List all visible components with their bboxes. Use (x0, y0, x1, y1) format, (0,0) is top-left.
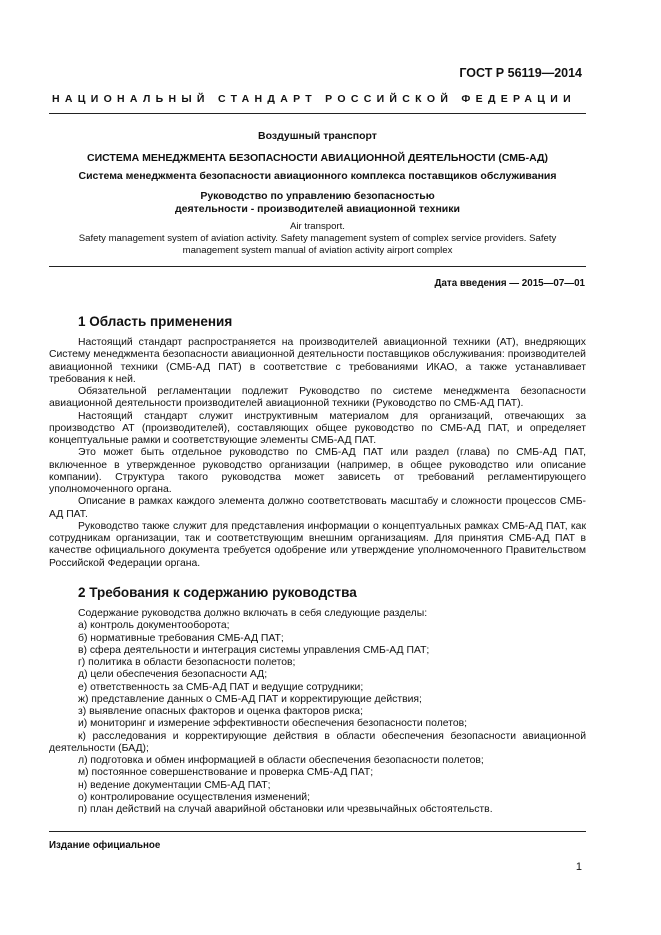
title-block (49, 130, 586, 257)
list-item: в) сфера деятельности и интеграция системы управления СМБ-АД ПАТ; (78, 644, 430, 656)
standard-code: ГОСТ Р 56119—2014 (459, 66, 582, 80)
list-item: б) нормативные требования СМБ-АД ПАТ; (78, 632, 284, 644)
list-item: н) ведение документации СМБ-АД ПАТ; (78, 779, 271, 791)
section-1-paragraph: Обязательной регламентации подлежит Руководство по системе менеджмента безопасности авиационной деятельности производителей авиационной техники (Руководство по СМБ-АД ПАТ). (49, 386, 586, 410)
official-edition-label: Издание официальное (49, 840, 161, 851)
part-title-line-1: Руководство по управлению безопасностью (200, 190, 435, 202)
english-title (49, 221, 586, 257)
section-2-heading: 2 Требования к содержанию руководства (78, 585, 357, 600)
list-item: е) ответственность за СМБ-АД ПАТ и ведущие сотрудники; (78, 681, 364, 693)
list-item: з) выявление опасных факторов и оценка факторов риска; (78, 706, 363, 717)
list-item: и) мониторинг и измерение эффективности обеспечения безопасности полетов; (78, 718, 468, 730)
section-2-intro: Содержание руководства должно включать в себя следующие разделы: (78, 608, 428, 619)
list-item: о) контролирование осуществления изменений; (78, 791, 310, 803)
list-item: п) план действий на случай аварийной обстановки или чрезвычайных обстоятельств. (78, 804, 493, 815)
footer-rule (49, 831, 586, 832)
list-item: ж) представление данных о СМБ-АД ПАТ и корректирующие действия; (78, 693, 422, 705)
english-title-line-3: management system manual of aviation activity airport complex (182, 245, 453, 256)
section-1-paragraph: Описание в рамках каждого элемента должно соответствовать масштабу и сложности процессов СМБ-АД ПАТ. (49, 496, 586, 520)
english-title-line-2: Safety management system of aviation activity. Safety management system of complex service providers. Safety (78, 233, 557, 244)
section-1-paragraph: Настоящий стандарт распространяется на производителей авиационной техники (АТ), внедряющих Систему менеджмента безопасности авиационной деятельности поставщиков обслуживания: производителей авиационной техники (СМБ-АД ПАТ) в соответствие с требованиями ИКАО, а также устанавливает требования к ней. (49, 337, 586, 385)
list-item: л) подготовка и обмен информацией в области обеспечения безопасности полетов; (78, 755, 484, 766)
english-title-line-1: Air transport. (290, 221, 345, 232)
section-1-paragraph: Настоящий стандарт служит инструктивным материалом для организаций, отвечающих за производство АТ (производителей), составляющих общее руководство по СМБ-АД ПАТ, и определяет концептуальные рамки и соответствующие элементы СМБ-АД ПАТ. (49, 410, 586, 446)
list-item: д) цели обеспечения безопасности АД; (78, 669, 268, 681)
list-item: к) расследования и корректирующие действия в области обеспечения безопасности авиационной деятельности (БАД); (49, 730, 586, 754)
category-title: Воздушный транспорт (258, 130, 377, 142)
part-title (49, 190, 586, 215)
main-title: СИСТЕМА МЕНЕДЖМЕНТА БЕЗОПАСНОСТИ АВИАЦИОННОЙ ДЕЯТЕЛЬНОСТИ (СМБ-АД) (86, 152, 549, 164)
section-1-paragraph: Руководство также служит для представления информации о концептуальных рамках СМБ-АД ПАТ, как сотрудникам организации, так и соответствующим внешним организациям. Для принятия СМБ-АД ПАТ в качестве официального документа требуется одобрение или утверждение уполномоченного Правительством Российской Федерации органа. (49, 520, 586, 569)
list-item: м) постоянное совершенствование и проверка СМБ-АД ПАТ; (78, 767, 374, 779)
section-scope (49, 314, 586, 570)
national-standard-heading: НАЦИОНАЛЬНЫЙ СТАНДАРТ РОССИЙСКОЙ ФЕДЕРАЦИИ (52, 93, 576, 105)
page-number: 1 (575, 861, 582, 873)
subtitle: Система менеджмента безопасности авиационного комплекса поставщиков обслуживания (78, 170, 557, 182)
list-item: а) контроль документооборота; (78, 620, 230, 632)
list-item: г) политика в области безопасности полетов; (78, 657, 296, 668)
section-requirements (49, 585, 586, 816)
section-1-paragraph: Это может быть отдельное руководство по СМБ-АД ПАТ или раздел (глава) по СМБ-АД ПАТ, включенное в утвержденное руководство организации (например, в общее руководство или описание компании). Структура такого руководства может зависеть от требований регламентирующего уполномоченного органа. (49, 447, 586, 495)
part-title-line-2: деятельности - производителей авиационной техники (175, 202, 460, 215)
section-1-heading: 1 Область применения (78, 314, 233, 329)
introduction-date: Дата введения — 2015—07—01 (434, 278, 585, 289)
title-rule (49, 266, 586, 267)
header-rule (49, 113, 586, 114)
